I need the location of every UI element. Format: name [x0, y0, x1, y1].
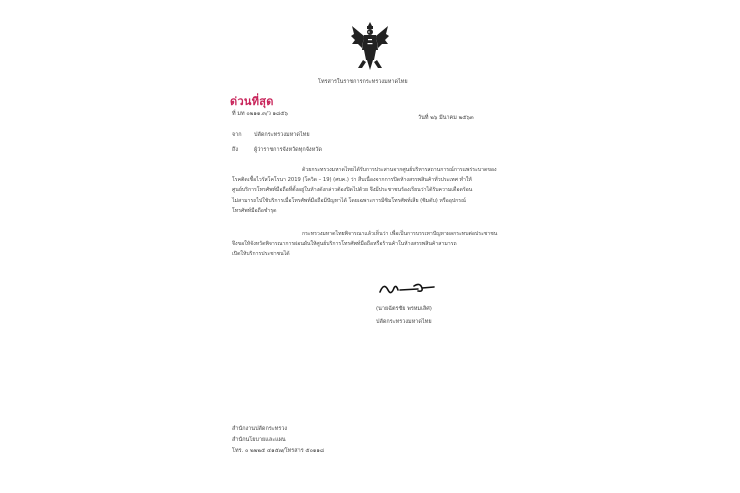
- footer-phone: โทร. ๐ ๒๒๒๕ ๔๑๕๗/โทรสาร ๕๐๑๑๘: [232, 448, 325, 454]
- footer-division: สำนักนโยบายและแผน: [232, 437, 286, 443]
- telegram-title: โทรสารในราชการกระทรวงมหาดไทย: [318, 79, 408, 85]
- document-date: วันที่ ๒๖ มีนาคม ๒๕๖๓: [418, 115, 474, 121]
- paragraph-line: เปิดให้บริการประชาชนได้: [232, 251, 290, 258]
- paragraph-line: ด้วยกระทรวงมหาดไทยได้รับการประสานจากศูนย์บริหารสถานการณ์การแพร่ระบาดของ: [302, 167, 497, 173]
- footer-contact: [232, 424, 324, 457]
- garuda-emblem-icon: [350, 20, 390, 72]
- from-line: [232, 131, 310, 139]
- body-paragraph-2: [232, 229, 512, 260]
- paragraph-line: โรคติดเชื้อไวรัสโคโรนา 2019 (โควิด – 19) (ศบค.) ว่า สืบเนื่องจากการปิดห้างสรรพสินค้าทั่วประเทศ ทำให้: [232, 177, 472, 184]
- from-label: จาก: [232, 132, 242, 138]
- from-value: ปลัดกระทรวงมหาดไทย: [254, 132, 310, 138]
- urgency-stamp: ด่วนที่สุด: [230, 95, 274, 108]
- to-value: ผู้ว่าราชการจังหวัดทุกจังหวัด: [254, 147, 322, 153]
- signer-name: (นายฉัตรชัย พรหมเลิศ): [376, 306, 432, 312]
- body-paragraph-1: [232, 165, 512, 216]
- to-label: ถึง: [232, 147, 239, 153]
- signer-title: ปลัดกระทรวงมหาดไทย: [376, 319, 432, 325]
- footer-office: สำนักงานปลัดกระทรวง: [232, 426, 288, 432]
- document-page: [228, 18, 520, 480]
- paragraph-line: ไม่สามารถไปใช้บริการเมื่อโทรศัพท์มือถือมีปัญหาได้ โดยเฉพาะการมีซิมโทรศัพท์เสีย (ซิมดับ) หรืออุปกรณ์: [232, 197, 466, 204]
- to-line: [232, 146, 322, 154]
- paragraph-line: โทรศัพท์มือถือชำรุด: [232, 207, 277, 214]
- paragraph-line: จึงขอให้จังหวัดพิจารณาการผ่อนผันให้ศูนย์บริการโทรศัพท์มือถือหรือร้านค้าในห้างสรรพสินค้าสามารถ: [232, 241, 457, 248]
- paragraph-line: ศูนย์บริการโทรศัพท์มือถือที่ตั้งอยู่ในห้างดังกล่าวต้องปิดไปด้วย จึงมีประชาชนร้องเรียนว่าได้รับความเดือดร้อน: [232, 187, 473, 194]
- handwritten-signature-icon: [378, 276, 438, 298]
- paragraph-line: กระทรวงมหาดไทยพิจารณาแล้วเห็นว่า เพื่อเป็นการบรรเทาปัญหาผลกระทบต่อประชาชน: [302, 231, 498, 237]
- document-number: ที่ มท ๐๒๑๑.๓/ว ๑๘๕๖: [232, 111, 288, 117]
